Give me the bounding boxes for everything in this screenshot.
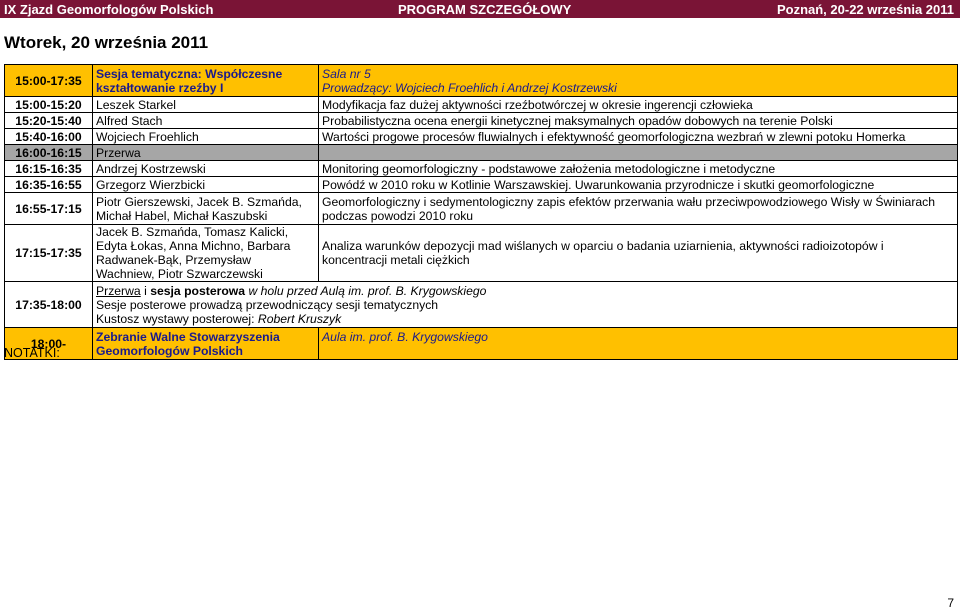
talk-author-line: Edyta Łokas, Anna Michno, Barbara xyxy=(96,239,291,253)
table-row xyxy=(5,225,958,282)
talk-time: 16:55-17:15 xyxy=(5,193,93,225)
general-meeting-name xyxy=(93,328,319,360)
talk-title-line: podczas powodzi 2010 roku xyxy=(322,208,474,223)
talk-author xyxy=(93,225,319,282)
talk-time: 16:35-16:55 xyxy=(5,177,93,193)
schedule-table xyxy=(4,64,958,360)
break-time: 16:00-16:15 xyxy=(5,145,93,161)
poster-line1 xyxy=(96,284,954,298)
talk-author: Grzegorz Wierzbicki xyxy=(93,177,319,193)
talk-author-line: Piotr Gierszewski, Jacek B. Szmańda, xyxy=(96,194,302,209)
session-room: Sala nr 5 xyxy=(322,66,371,81)
talk-title: Powódź w 2010 roku w Kotlinie Warszawskiej. Uwarunkowania przyrodnicze i skutki geomorfologiczne xyxy=(319,177,958,193)
general-meeting-time: 18:00- xyxy=(5,328,93,360)
talk-title: Monitoring geomorfologiczny - podstawowe założenia metodologiczne i metodyczne xyxy=(319,161,958,177)
talk-author: Alfred Stach xyxy=(93,113,319,129)
talk-time: 15:00-15:20 xyxy=(5,97,93,113)
talk-title-line: Analiza warunków depozycji mad wiślanych w oparciu o badania uziarnienia, aktywności radioizotopów i xyxy=(322,239,884,253)
session-name xyxy=(93,65,319,97)
talk-author-line: Radwanek-Bąk, Przemysław xyxy=(96,253,252,267)
talk-author: Wojciech Froehlich xyxy=(93,129,319,145)
session-info xyxy=(319,65,958,97)
session-time: 15:00-17:35 xyxy=(5,65,93,97)
program-label: PROGRAM SZCZEGÓŁOWY xyxy=(398,1,572,17)
talk-title: Probabilistyczna ocena energii kinetycznej maksymalnych opadów dobowych na terenie Polski xyxy=(319,113,958,129)
talk-author-line: Michał Habel, Michał Kaszubski xyxy=(96,208,268,223)
page-number: 7 xyxy=(947,596,954,610)
talk-author-line: Wachniew, Piotr Szwarczewski xyxy=(96,267,263,281)
table-row xyxy=(5,193,958,225)
talk-author: Andrzej Kostrzewski xyxy=(93,161,319,177)
poster-break-word: Przerwa xyxy=(96,283,141,298)
table-row xyxy=(5,129,958,145)
talk-time: 15:40-16:00 xyxy=(5,129,93,145)
poster-session-label: sesja posterowa xyxy=(150,283,246,298)
general-meeting-row xyxy=(5,328,958,360)
talk-author-line: Jacek B. Szmańda, Tomasz Kalicki, xyxy=(96,225,289,239)
talk-author: Leszek Starkel xyxy=(93,97,319,113)
talk-time: 15:20-15:40 xyxy=(5,113,93,129)
poster-time: 17:35-18:00 xyxy=(5,282,93,328)
talk-title xyxy=(319,225,958,282)
day-title: Wtorek, 20 września 2011 xyxy=(4,33,209,52)
table-row xyxy=(5,177,958,193)
table-row xyxy=(5,97,958,113)
poster-row xyxy=(5,282,958,328)
poster-curator-label: Kustosz wystawy posterowej: xyxy=(96,311,255,326)
talk-title: Wartości progowe procesów fluwialnych i efektywność geomorfologiczna wezbrań w zlewni potoku Homerka xyxy=(319,129,958,145)
break-empty xyxy=(319,145,958,161)
poster-line2: Sesje posterowe prowadzą przewodniczący sesji tematycznych xyxy=(96,297,439,312)
session-name-line1: Sesja tematyczna: Współczesne xyxy=(96,66,283,81)
talk-time: 17:15-17:35 xyxy=(5,225,93,282)
talk-title xyxy=(319,193,958,225)
conference-name: IX Zjazd Geomorfologów Polskich xyxy=(4,1,214,17)
general-meeting-name-line1: Zebranie Walne Stowarzyszenia xyxy=(96,329,280,344)
notes-label: NOTATKI: xyxy=(4,346,60,360)
poster-location: w holu przed Aulą im. prof. B. Krygowskiego xyxy=(248,283,487,298)
session-chairs: Prowadzący: Wojciech Froehlich i Andrzej Kostrzewski xyxy=(322,80,617,95)
talk-title-line: Geomorfologiczny i sedymentologiczny zapis efektów przerwania wału przeciwpowodziowego Wisły w Świniarach xyxy=(322,194,936,209)
place-date: Poznań, 20-22 września 2011 xyxy=(776,1,954,17)
talk-title-line: koncentracji metali ciężkich xyxy=(322,253,470,267)
poster-line3 xyxy=(96,312,954,326)
session-name-line2: kształtowanie rzeźby I xyxy=(96,80,224,95)
table-row xyxy=(5,113,958,129)
session-row xyxy=(5,65,958,97)
break-row xyxy=(5,145,958,161)
poster-conj: i xyxy=(144,283,147,298)
general-meeting-name-line2: Geomorfologów Polskich xyxy=(96,343,243,358)
general-meeting-location: Aula im. prof. B. Krygowskiego xyxy=(319,328,958,360)
talk-author xyxy=(93,193,319,225)
talk-time: 16:15-16:35 xyxy=(5,161,93,177)
poster-info xyxy=(93,282,958,328)
break-label: Przerwa xyxy=(93,145,319,161)
page-header xyxy=(0,0,960,18)
poster-curator-name: Robert Kruszyk xyxy=(257,311,342,326)
talk-title: Modyfikacja faz dużej aktywności rzeźbotwórczej w okresie ingerencji człowieka xyxy=(319,97,958,113)
table-row xyxy=(5,161,958,177)
